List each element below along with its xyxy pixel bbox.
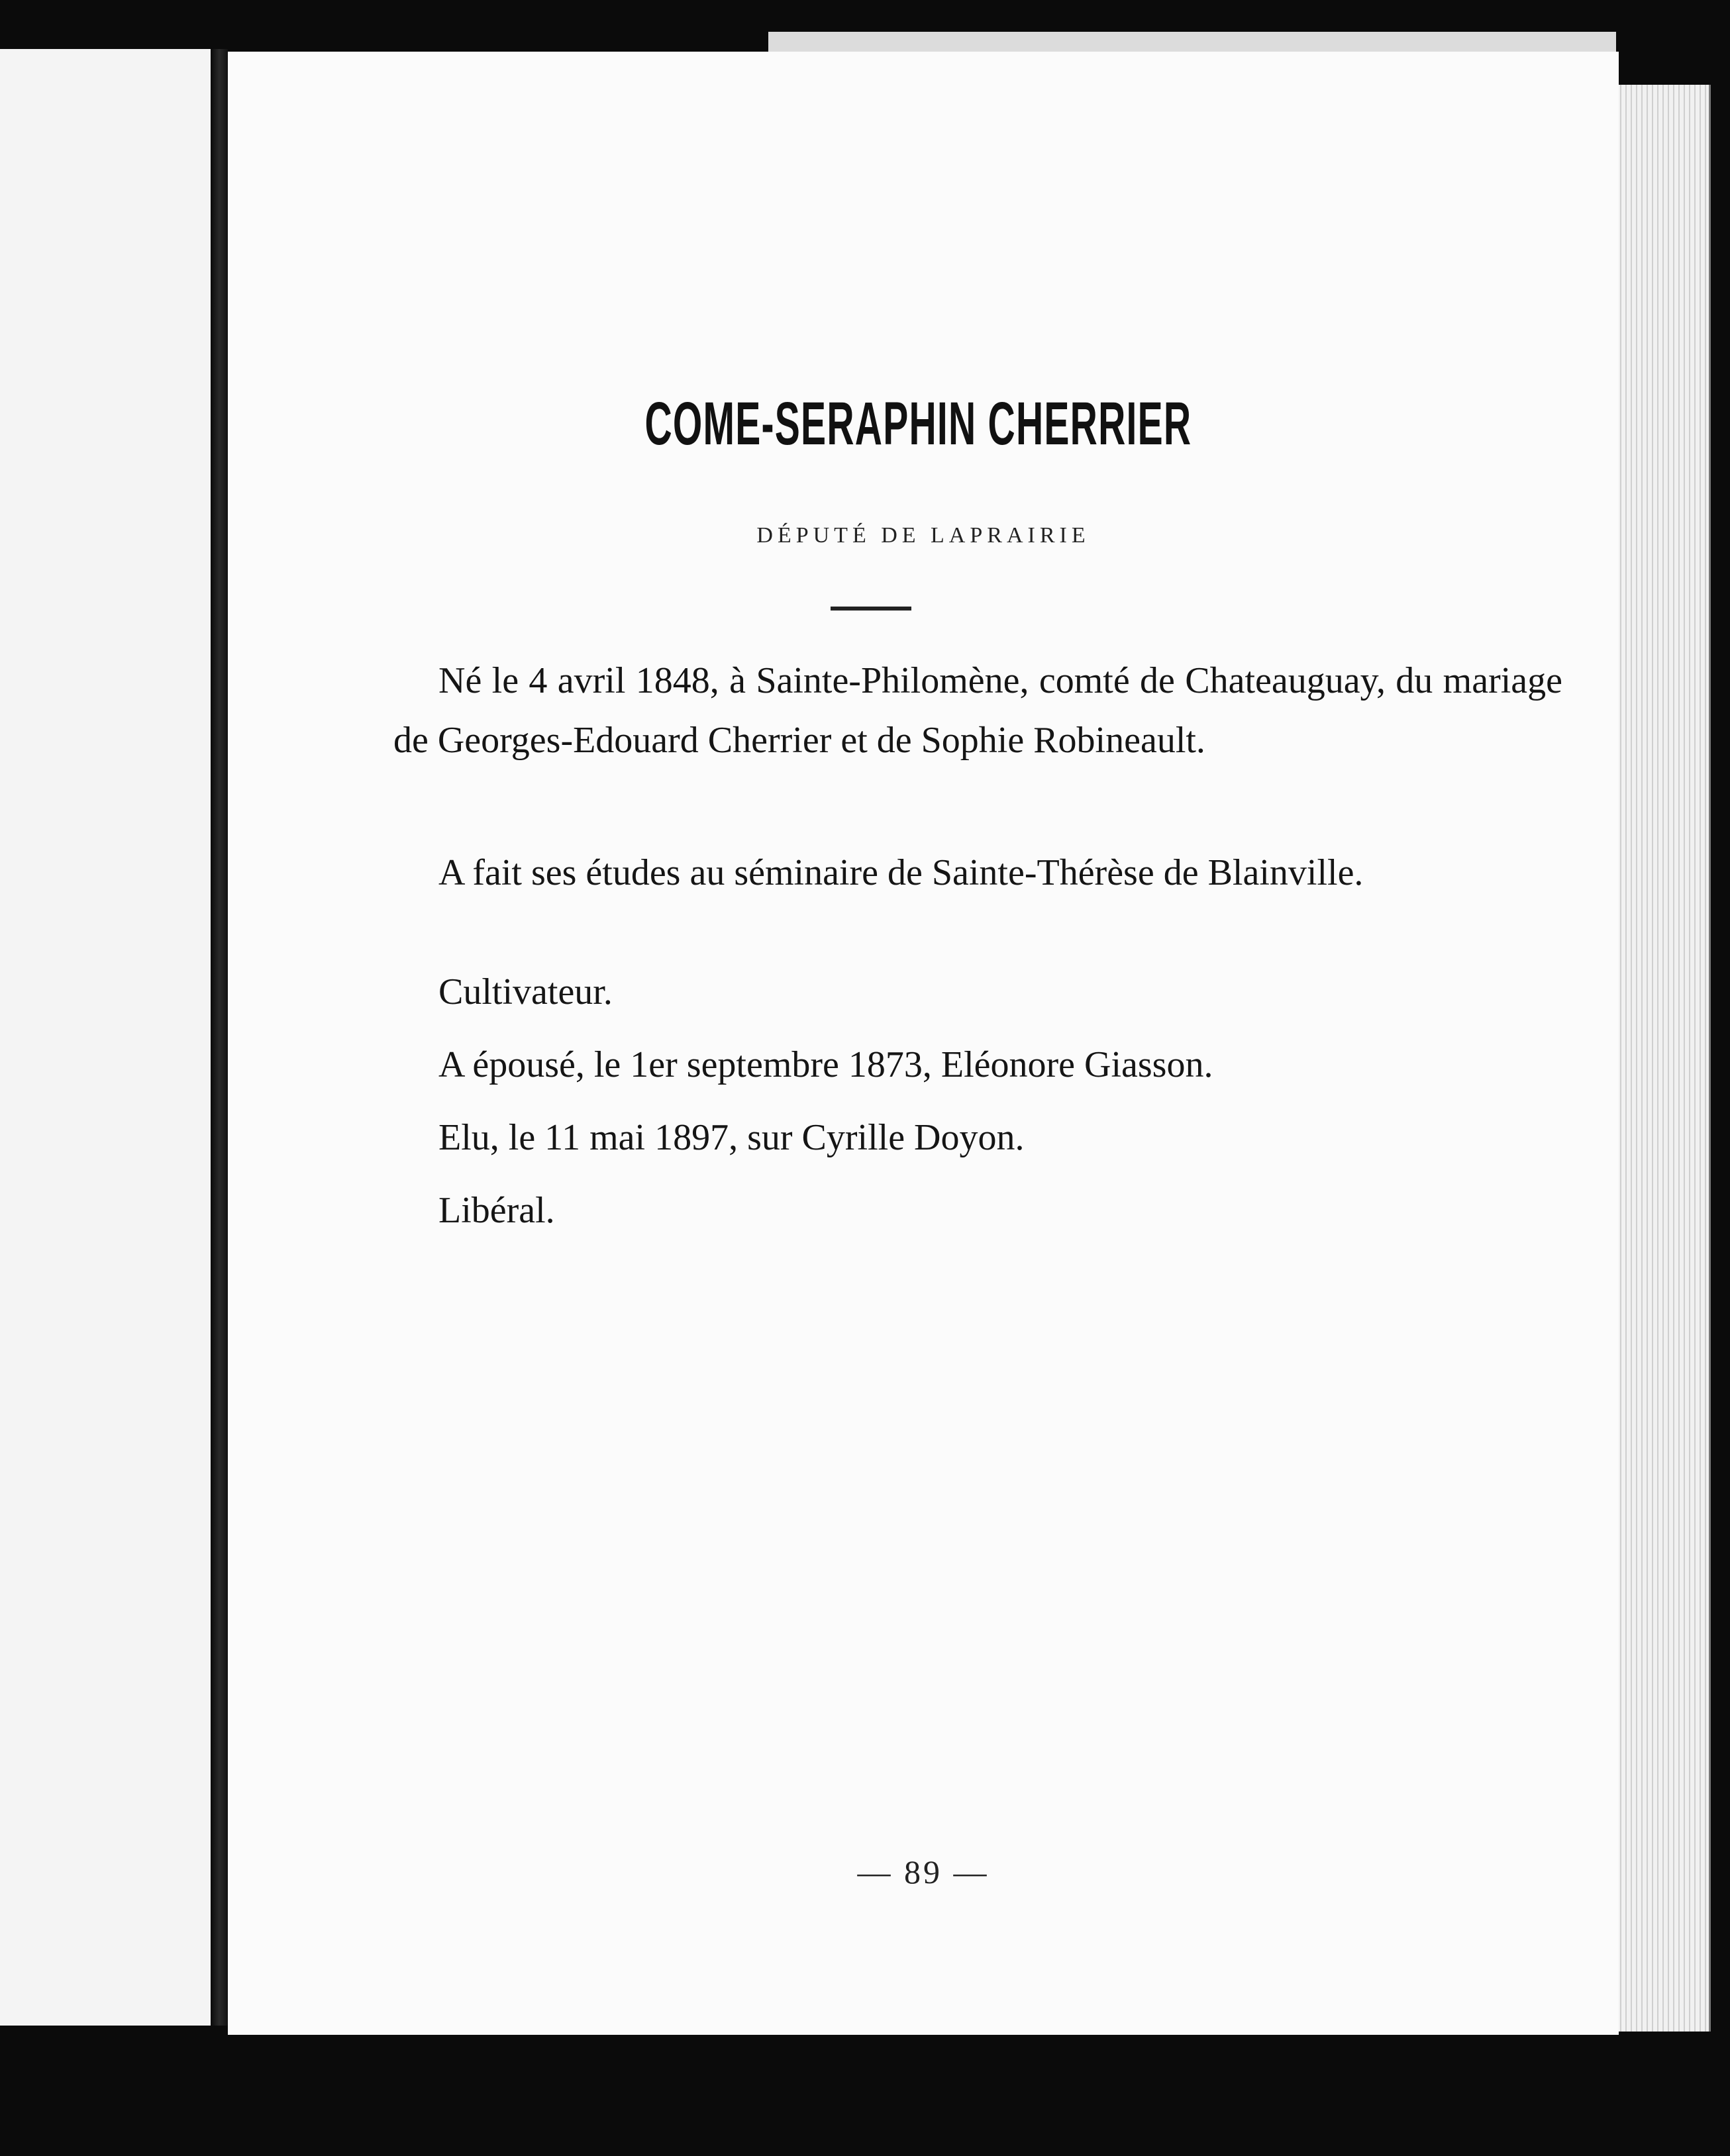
page-number: — 89 — xyxy=(857,1853,990,1890)
book-gutter xyxy=(211,49,228,2026)
page-stack-edge xyxy=(1616,85,1711,2032)
paragraph-party: Libéral. xyxy=(438,1190,555,1231)
paragraph-marriage: A épousé, le 1er septembre 1873, Eléonore Giasson. xyxy=(438,1044,1213,1085)
page-subtitle: DÉPUTÉ DE LAPRAIRIE xyxy=(756,523,1090,548)
paragraph-birth: Né le 4 avril 1848, à Sainte-Philomène, comté de Chateauguay, du mariage de Georges-Edouard Cherrier et de Sophie Robineault. xyxy=(393,660,1562,761)
paragraph-election: Elu, le 11 mai 1897, sur Cyrille Doyon. xyxy=(438,1117,1025,1158)
title-rule xyxy=(831,607,911,611)
book-page xyxy=(228,52,1619,2035)
facing-page xyxy=(0,49,212,2026)
paragraph-education: A fait ses études au séminaire de Sainte-Thérèse de Blainville. xyxy=(438,852,1364,893)
paragraph-occupation: Cultivateur. xyxy=(438,971,613,1012)
page-title: COME-SERAPHIN CHERRIER xyxy=(644,390,1192,458)
